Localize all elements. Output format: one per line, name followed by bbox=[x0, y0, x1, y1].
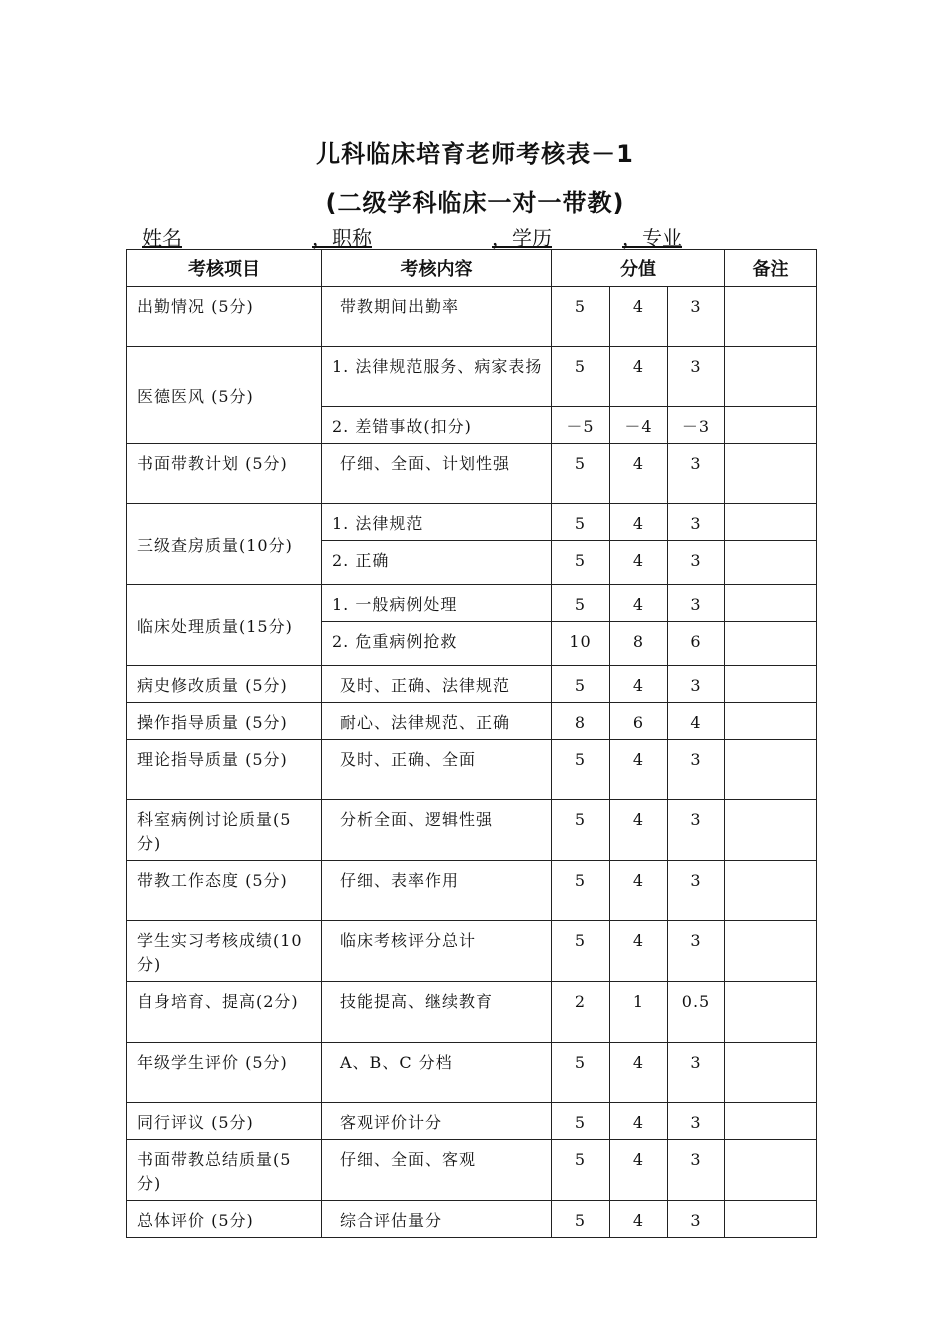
score-cell: 3 bbox=[668, 1140, 725, 1201]
score-cell: 6 bbox=[668, 622, 725, 666]
item-cell: 自身培育、提高(2分) bbox=[127, 982, 322, 1043]
score-cell: 3 bbox=[668, 1103, 725, 1140]
score-cell: 3 bbox=[668, 444, 725, 504]
item-cell: 科室病例讨论质量(5分) bbox=[127, 800, 322, 861]
item-cell: 同行评议 (5分) bbox=[127, 1103, 322, 1140]
score-cell: 0.5 bbox=[668, 982, 725, 1043]
score-cell: 3 bbox=[668, 740, 725, 800]
score-cell: 5 bbox=[552, 347, 610, 407]
content-cell: 仔细、表率作用 bbox=[322, 861, 552, 921]
table-row bbox=[127, 861, 817, 921]
score-cell: －5 bbox=[552, 407, 610, 444]
assessment-table bbox=[126, 249, 817, 1238]
note-cell bbox=[725, 703, 817, 740]
score-cell: －4 bbox=[610, 407, 668, 444]
score-cell: 4 bbox=[610, 585, 668, 622]
content-cell: 带教期间出勤率 bbox=[322, 287, 552, 347]
score-cell: 3 bbox=[668, 347, 725, 407]
score-cell: 5 bbox=[552, 287, 610, 347]
score-cell: 5 bbox=[552, 504, 610, 541]
content-cell: 1. 法律规范服务、病家表扬 bbox=[322, 347, 552, 407]
content-cell: 1. 一般病例处理 bbox=[322, 585, 552, 622]
table-row bbox=[127, 921, 817, 982]
score-cell: 5 bbox=[552, 585, 610, 622]
score-cell: 6 bbox=[610, 703, 668, 740]
score-cell: 4 bbox=[610, 287, 668, 347]
table-header-row bbox=[127, 250, 817, 287]
score-cell: 3 bbox=[668, 921, 725, 982]
score-cell: 5 bbox=[552, 1201, 610, 1238]
score-cell: 4 bbox=[610, 740, 668, 800]
score-cell: 4 bbox=[610, 861, 668, 921]
header-content: 考核内容 bbox=[322, 250, 552, 287]
score-cell: 10 bbox=[552, 622, 610, 666]
education-label: ，学历 bbox=[492, 226, 552, 250]
score-cell: 4 bbox=[668, 703, 725, 740]
score-cell: 5 bbox=[552, 800, 610, 861]
major-label: ，专业 bbox=[622, 226, 682, 250]
score-cell: 4 bbox=[610, 1140, 668, 1201]
score-cell: 4 bbox=[610, 1201, 668, 1238]
note-cell bbox=[725, 504, 817, 541]
page-title: 儿科临床培育老师考核表－1 bbox=[316, 140, 634, 168]
item-cell: 操作指导质量 (5分) bbox=[127, 703, 322, 740]
note-cell bbox=[725, 1103, 817, 1140]
note-cell bbox=[725, 982, 817, 1043]
content-cell: 临床考核评分总计 bbox=[322, 921, 552, 982]
score-cell: 4 bbox=[610, 1043, 668, 1103]
score-cell: 3 bbox=[668, 1043, 725, 1103]
note-cell bbox=[725, 585, 817, 622]
content-cell: 2. 差错事故(扣分) bbox=[322, 407, 552, 444]
item-cell: 三级查房质量(10分) bbox=[127, 504, 322, 585]
score-cell: 3 bbox=[668, 585, 725, 622]
info-line bbox=[142, 222, 692, 251]
item-cell: 年级学生评价 (5分) bbox=[127, 1043, 322, 1103]
table-row bbox=[127, 740, 817, 800]
score-cell: 5 bbox=[552, 740, 610, 800]
note-cell bbox=[725, 861, 817, 921]
item-cell: 总体评价 (5分) bbox=[127, 1201, 322, 1238]
item-cell: 病史修改质量 (5分) bbox=[127, 666, 322, 703]
content-cell: 仔细、全面、计划性强 bbox=[322, 444, 552, 504]
table-row bbox=[127, 1103, 817, 1140]
score-cell: 4 bbox=[610, 800, 668, 861]
content-cell: 耐心、法律规范、正确 bbox=[322, 703, 552, 740]
score-cell: 3 bbox=[668, 287, 725, 347]
score-cell: 5 bbox=[552, 1043, 610, 1103]
score-cell: 3 bbox=[668, 800, 725, 861]
note-cell bbox=[725, 1201, 817, 1238]
content-cell: 技能提高、继续教育 bbox=[322, 982, 552, 1043]
title-label: ，职称 bbox=[312, 226, 372, 250]
score-cell: 2 bbox=[552, 982, 610, 1043]
page-subtitle: (二级学科临床一对一带教) bbox=[325, 189, 625, 217]
score-cell: 4 bbox=[610, 1103, 668, 1140]
table-row bbox=[127, 1043, 817, 1103]
content-cell: 2. 正确 bbox=[322, 541, 552, 585]
note-cell bbox=[725, 740, 817, 800]
table-row bbox=[127, 347, 817, 407]
score-cell: 5 bbox=[552, 861, 610, 921]
score-cell: 4 bbox=[610, 921, 668, 982]
note-cell bbox=[725, 666, 817, 703]
score-cell: 3 bbox=[668, 861, 725, 921]
note-cell bbox=[725, 1043, 817, 1103]
score-cell: 5 bbox=[552, 444, 610, 504]
score-cell: 8 bbox=[552, 703, 610, 740]
name-label: 姓名 bbox=[142, 226, 182, 250]
table-row bbox=[127, 585, 817, 622]
score-cell: 3 bbox=[668, 666, 725, 703]
content-cell: 2. 危重病例抢救 bbox=[322, 622, 552, 666]
score-cell: 4 bbox=[610, 504, 668, 541]
content-cell: 客观评价计分 bbox=[322, 1103, 552, 1140]
score-cell: 3 bbox=[668, 1201, 725, 1238]
content-cell: 及时、正确、全面 bbox=[322, 740, 552, 800]
item-cell: 理论指导质量 (5分) bbox=[127, 740, 322, 800]
score-cell: 4 bbox=[610, 666, 668, 703]
content-cell: 仔细、全面、客观 bbox=[322, 1140, 552, 1201]
score-cell: 1 bbox=[610, 982, 668, 1043]
item-cell: 书面带教计划 (5分) bbox=[127, 444, 322, 504]
note-cell bbox=[725, 407, 817, 444]
note-cell bbox=[725, 444, 817, 504]
score-cell: 5 bbox=[552, 666, 610, 703]
note-cell bbox=[725, 287, 817, 347]
item-cell: 临床处理质量(15分) bbox=[127, 585, 322, 666]
table-row bbox=[127, 982, 817, 1043]
score-cell: 5 bbox=[552, 921, 610, 982]
score-cell: 5 bbox=[552, 541, 610, 585]
item-cell: 带教工作态度 (5分) bbox=[127, 861, 322, 921]
item-cell: 医德医风 (5分) bbox=[127, 347, 322, 444]
score-cell: 5 bbox=[552, 1103, 610, 1140]
score-cell: －3 bbox=[668, 407, 725, 444]
item-cell: 出勤情况 (5分) bbox=[127, 287, 322, 347]
score-cell: 8 bbox=[610, 622, 668, 666]
table-row bbox=[127, 666, 817, 703]
header-note: 备注 bbox=[725, 250, 817, 287]
content-cell: A、B、C 分档 bbox=[322, 1043, 552, 1103]
note-cell bbox=[725, 347, 817, 407]
content-cell: 及时、正确、法律规范 bbox=[322, 666, 552, 703]
note-cell bbox=[725, 800, 817, 861]
table-row bbox=[127, 1201, 817, 1238]
item-cell: 书面带教总结质量(5分) bbox=[127, 1140, 322, 1201]
table-row bbox=[127, 444, 817, 504]
note-cell bbox=[725, 622, 817, 666]
score-cell: 4 bbox=[610, 347, 668, 407]
table-row bbox=[127, 287, 817, 347]
score-cell: 4 bbox=[610, 444, 668, 504]
score-cell: 4 bbox=[610, 541, 668, 585]
content-cell: 综合评估量分 bbox=[322, 1201, 552, 1238]
note-cell bbox=[725, 921, 817, 982]
content-cell: 分析全面、逻辑性强 bbox=[322, 800, 552, 861]
header-item: 考核项目 bbox=[127, 250, 322, 287]
item-cell: 学生实习考核成绩(10分) bbox=[127, 921, 322, 982]
score-cell: 3 bbox=[668, 541, 725, 585]
score-cell: 5 bbox=[552, 1140, 610, 1201]
note-cell bbox=[725, 541, 817, 585]
table-row bbox=[127, 703, 817, 740]
score-cell: 3 bbox=[668, 504, 725, 541]
content-cell: 1. 法律规范 bbox=[322, 504, 552, 541]
table-row bbox=[127, 1140, 817, 1201]
header-score: 分值 bbox=[552, 250, 725, 287]
note-cell bbox=[725, 1140, 817, 1201]
table-row bbox=[127, 504, 817, 541]
table-row bbox=[127, 800, 817, 861]
